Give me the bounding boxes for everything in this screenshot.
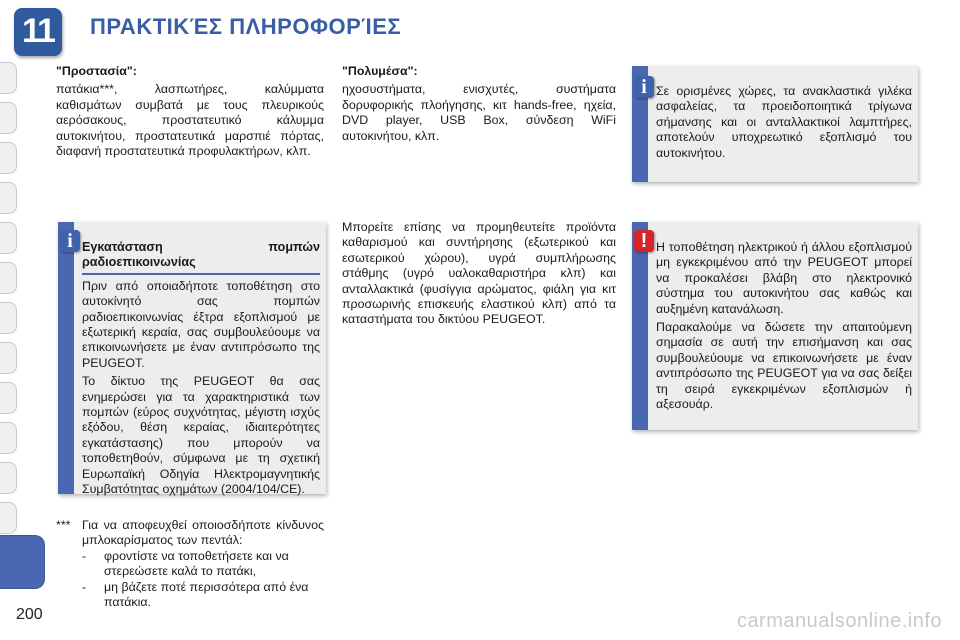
page-title: ΠΡΑΚΤΙΚΈΣ ΠΛΗΡΟΦΟΡΊΕΣ — [90, 14, 402, 39]
multimedia-section — [342, 64, 616, 147]
products-section — [342, 220, 616, 331]
chapter-tab[interactable] — [0, 382, 17, 414]
title-divider — [82, 273, 320, 275]
footnote-item-text: μη βάζετε ποτέ περισσότερα από ένα πατάκια. — [104, 579, 309, 610]
dash: - — [82, 579, 87, 594]
protection-text: πατάκια***, λασπωτήρες, καλύμματα καθισμάτων συμβατά με τους πλευρικούς αερόσακους, προστατευτικό κάλυμμα αυτοκινήτου, προστατευτικά μαρσπιέ πόρτας, διαφανή προστατευτικά προφυλακτήρων, κλπ. — [56, 82, 324, 159]
chapter-tab[interactable] — [0, 222, 17, 254]
footnote-intro: Για να αποφευχθεί οποιοσδήποτε κίνδυνος μπλοκαρίσματος των πεντάλ: — [82, 518, 324, 548]
chapter-tab[interactable] — [0, 302, 17, 334]
radio-box-title: Εγκατάσταση πομπών ραδιοεπικοινωνίας — [82, 240, 320, 270]
multimedia-text: ηχοσυστήματα, ενισχυτές, συστήματα δορυφορικής πλοήγησης, κιτ hands-free, ηχεία, DVD player, USB Box, σύνδεση WiFi αυτοκινήτου, κλπ. — [342, 82, 616, 143]
chapter-tab[interactable] — [0, 262, 17, 294]
chapter-tab[interactable] — [0, 462, 17, 494]
warning-para1: Η τοποθέτηση ηλεκτρικού ή άλλου εξοπλισμού μη εγκεκριμένου από την PEUGEOT μπορεί να προκαλέσει βλάβη στο ηλεκτρονικό σύστημα του αυτοκινήτου σας καθώς και αυξημένη κατανάλωση. — [656, 240, 912, 316]
multimedia-heading: "Πολυμέσα": — [342, 64, 418, 78]
protection-heading: "Προστασία": — [56, 64, 137, 78]
page-number: 200 — [16, 606, 43, 623]
info-icon: i — [60, 230, 80, 252]
chapter-tab-strip — [0, 62, 48, 582]
warning-para2: Παρακαλούμε να δώσετε την απαιτούμενη σημασία σε αυτή την επισήμανση και σας συμβουλεύουμε να επικοινωνήσετε με έναν αντιπρόσωπο της PEUGEOT για να σας δείξει τη σειρά εγκεκριμένων εξοπλισμών ή αξεσουάρ. — [656, 320, 912, 412]
footnote-item — [82, 580, 324, 611]
chapter-number: 11 — [22, 12, 54, 50]
footnote-marker: *** — [56, 518, 71, 532]
chapter-tab[interactable] — [0, 422, 17, 454]
radio-box-para2: Το δίκτυο της PEUGEOT θα σας ενημερώσει για τα χαρακτηριστικά των πομπών (εύρος συχνότητας, μέγιστη ισχύς εξόδου, θέση κεραίας, ιδιαιτερότητες εγκατάστασης) που μπορούν να τοποθετηθούν, σύμφωνα με τη σχετική Ευρωπαϊκή Οδηγία Ηλεκτρομαγνητικής Συμβατότητας οχημάτων (2004/104/CE). — [82, 374, 320, 497]
radio-info-box — [58, 222, 326, 497]
protection-section — [56, 64, 324, 162]
chapter-tab[interactable] — [0, 182, 17, 214]
footnote-item — [82, 549, 324, 580]
watermark: carmanualsonline.info — [736, 610, 942, 632]
products-text: Μπορείτε επίσης να προμηθευτείτε προϊόντα καθαρισμού και συντήρησης (εξωτερικού και εσωτερικού χώρου), υγρά συμπλήρωσης στάθμης (υγρό υαλοκαθαριστήρα κλπ) και ανταλλακτικά (φυσίγγια αρώματος, φιάλη για κιτ προσωρινής επισκευής ελαστικού κλπ) από τα καταστήματα του δικτύου PEUGEOT. — [342, 220, 616, 327]
footnote-item-text: φροντίστε να τοποθετήσετε και να στερεώσετε καλά το πατάκι, — [104, 548, 289, 579]
safety-box-text: Σε ορισμένες χώρες, τα ανακλαστικά γιλέκα ασφαλείας, τα προειδοποιητικά τρίγωνα σήμανσης και οι ανταλλακτικοί λαμπτήρες, αποτελούν υποχρεωτικό εξοπλισμό του αυτοκινήτου. — [656, 84, 912, 160]
dash: - — [82, 548, 87, 563]
footnote — [56, 518, 324, 610]
info-icon: i — [634, 76, 654, 98]
chapter-tab[interactable] — [0, 342, 17, 374]
radio-box-para1: Πριν από οποιαδήποτε τοποθέτηση στο αυτοκίνητό σας πομπών ραδιοεπικοινωνίας έξτρα εξοπλισμού με εξωτερική κεραία, σας συμβουλεύουμε να επικοινωνήσετε με έναν αντιπρόσωπο της PEUGEOT. — [82, 278, 320, 370]
chapter-tab-active[interactable] — [0, 535, 45, 589]
warning-icon: ! — [634, 230, 654, 252]
chapter-tab[interactable] — [0, 62, 17, 94]
chapter-tab[interactable] — [0, 142, 17, 174]
chapter-badge — [14, 8, 62, 56]
chapter-tab[interactable] — [0, 502, 17, 534]
warning-box — [632, 222, 918, 430]
safety-info-box — [632, 66, 918, 182]
chapter-tab[interactable] — [0, 102, 17, 134]
